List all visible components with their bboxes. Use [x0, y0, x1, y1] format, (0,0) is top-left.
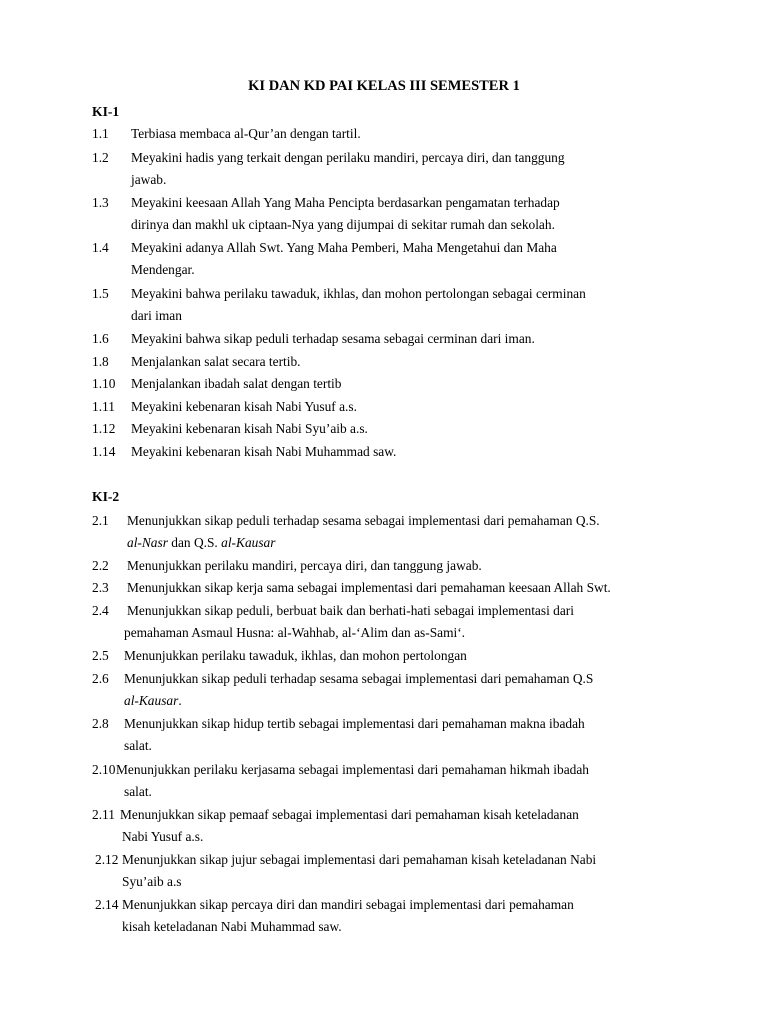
item-text: Menunjukkan perilaku tawaduk, ikhlas, dan mohon pertolongan [124, 648, 467, 663]
item-text-continuation: pemahaman Asmaul Husna: al-Wahhab, al-‘Alim dan as-Sami‘. [124, 625, 466, 640]
item-number: 2.6 [92, 671, 109, 686]
item-text-continuation: Syu’aib a.s [122, 874, 182, 889]
item-number: 1.6 [92, 331, 109, 346]
surah-name: al-Kausar [124, 693, 179, 708]
item-number: 2.12 [95, 852, 119, 867]
item-number: 2.10 [92, 762, 116, 777]
item-text: Menunjukkan sikap pemaaf sebagai implementasi dari pemahaman kisah keteladanan [120, 807, 579, 822]
item-number: 1.3 [92, 195, 109, 210]
item-text: Menunjukkan sikap kerja sama sebagai implementasi dari pemahaman keesaan Allah Swt. [127, 580, 611, 595]
surah-name: al-Nasr [127, 535, 168, 550]
item-text-continuation [127, 535, 275, 551]
item-number: 1.4 [92, 240, 109, 255]
item-text: Terbiasa membaca al-Qur’an dengan tartil. [131, 126, 361, 141]
item-text: Meyakini keesaan Allah Yang Maha Pencipta berdasarkan pengamatan terhadap [131, 195, 560, 210]
item-text: Menunjukkan sikap percaya diri dan mandiri sebagai implementasi dari pemahaman [122, 897, 574, 912]
item-text: Menjalankan salat secara tertib. [131, 354, 301, 369]
section-heading-ki1: KI-1 [92, 104, 120, 119]
item-text: Menunjukkan perilaku mandiri, percaya diri, dan tanggung jawab. [127, 558, 482, 573]
item-text-fragment: . [178, 693, 182, 708]
item-text: Meyakini adanya Allah Swt. Yang Maha Pemberi, Maha Mengetahui dan Maha [131, 240, 557, 255]
item-text: Menunjukkan sikap peduli, berbuat baik dan berhati-hati sebagai implementasi dari [127, 603, 574, 618]
item-text-fragment: dan Q.S. [167, 535, 222, 550]
item-text-continuation: salat. [124, 784, 152, 799]
item-number: 2.2 [92, 558, 109, 573]
item-number: 2.11 [92, 807, 115, 822]
item-text-continuation: Mendengar. [131, 262, 195, 277]
item-number: 1.11 [92, 399, 115, 414]
item-number: 2.14 [95, 897, 119, 912]
item-number: 1.14 [92, 444, 116, 459]
item-number: 2.4 [92, 603, 109, 618]
item-text-continuation: dirinya dan makhl uk ciptaan-Nya yang dijumpai di sekitar rumah dan sekolah. [131, 217, 555, 232]
item-text: Meyakini kebenaran kisah Nabi Syu’aib a.s. [131, 421, 368, 436]
item-text-continuation: kisah keteladanan Nabi Muhammad saw. [122, 919, 342, 934]
item-number: 1.5 [92, 286, 109, 301]
item-number: 1.10 [92, 376, 116, 391]
item-text: Menjalankan ibadah salat dengan tertib [131, 376, 342, 391]
item-text-continuation: jawab. [131, 172, 167, 187]
item-text-continuation: salat. [124, 738, 152, 753]
item-text-continuation [124, 693, 182, 709]
item-number: 1.12 [92, 421, 116, 436]
item-number: 2.8 [92, 716, 109, 731]
item-text: Meyakini kebenaran kisah Nabi Muhammad saw. [131, 444, 397, 459]
surah-name: al-Kausar [221, 535, 276, 550]
item-text: Menunjukkan sikap jujur sebagai implementasi dari pemahaman kisah keteladanan Nabi [122, 852, 597, 867]
item-number: 1.1 [92, 126, 109, 141]
item-text: Menunjukkan sikap hidup tertib sebagai implementasi dari pemahaman makna ibadah [124, 716, 585, 731]
item-text-continuation: Nabi Yusuf a.s. [122, 829, 204, 844]
item-number: 2.1 [92, 513, 109, 528]
item-text: Meyakini bahwa perilaku tawaduk, ikhlas, dan mohon pertolongan sebagai cerminan [131, 286, 586, 301]
document-title: KI DAN KD PAI KELAS III SEMESTER 1 [248, 78, 520, 94]
item-text: Menunjukkan perilaku kerjasama sebagai implementasi dari pemahaman hikmah ibadah [116, 762, 589, 777]
item-text: Menunjukkan sikap peduli terhadap sesama sebagai implementasi dari pemahaman Q.S. [127, 513, 600, 528]
item-text: Meyakini kebenaran kisah Nabi Yusuf a.s. [131, 399, 357, 414]
item-number: 2.3 [92, 580, 109, 595]
section-heading-ki2: KI-2 [92, 489, 120, 504]
item-number: 1.8 [92, 354, 109, 369]
item-text: Meyakini hadis yang terkait dengan perilaku mandiri, percaya diri, dan tanggung [131, 150, 565, 165]
item-text: Meyakini bahwa sikap peduli terhadap sesama sebagai cerminan dari iman. [131, 331, 535, 346]
item-text: Menunjukkan sikap peduli terhadap sesama sebagai implementasi dari pemahaman Q.S [124, 671, 594, 686]
item-number: 2.5 [92, 648, 109, 663]
item-text-continuation: dari iman [131, 308, 182, 323]
item-number: 1.2 [92, 150, 109, 165]
